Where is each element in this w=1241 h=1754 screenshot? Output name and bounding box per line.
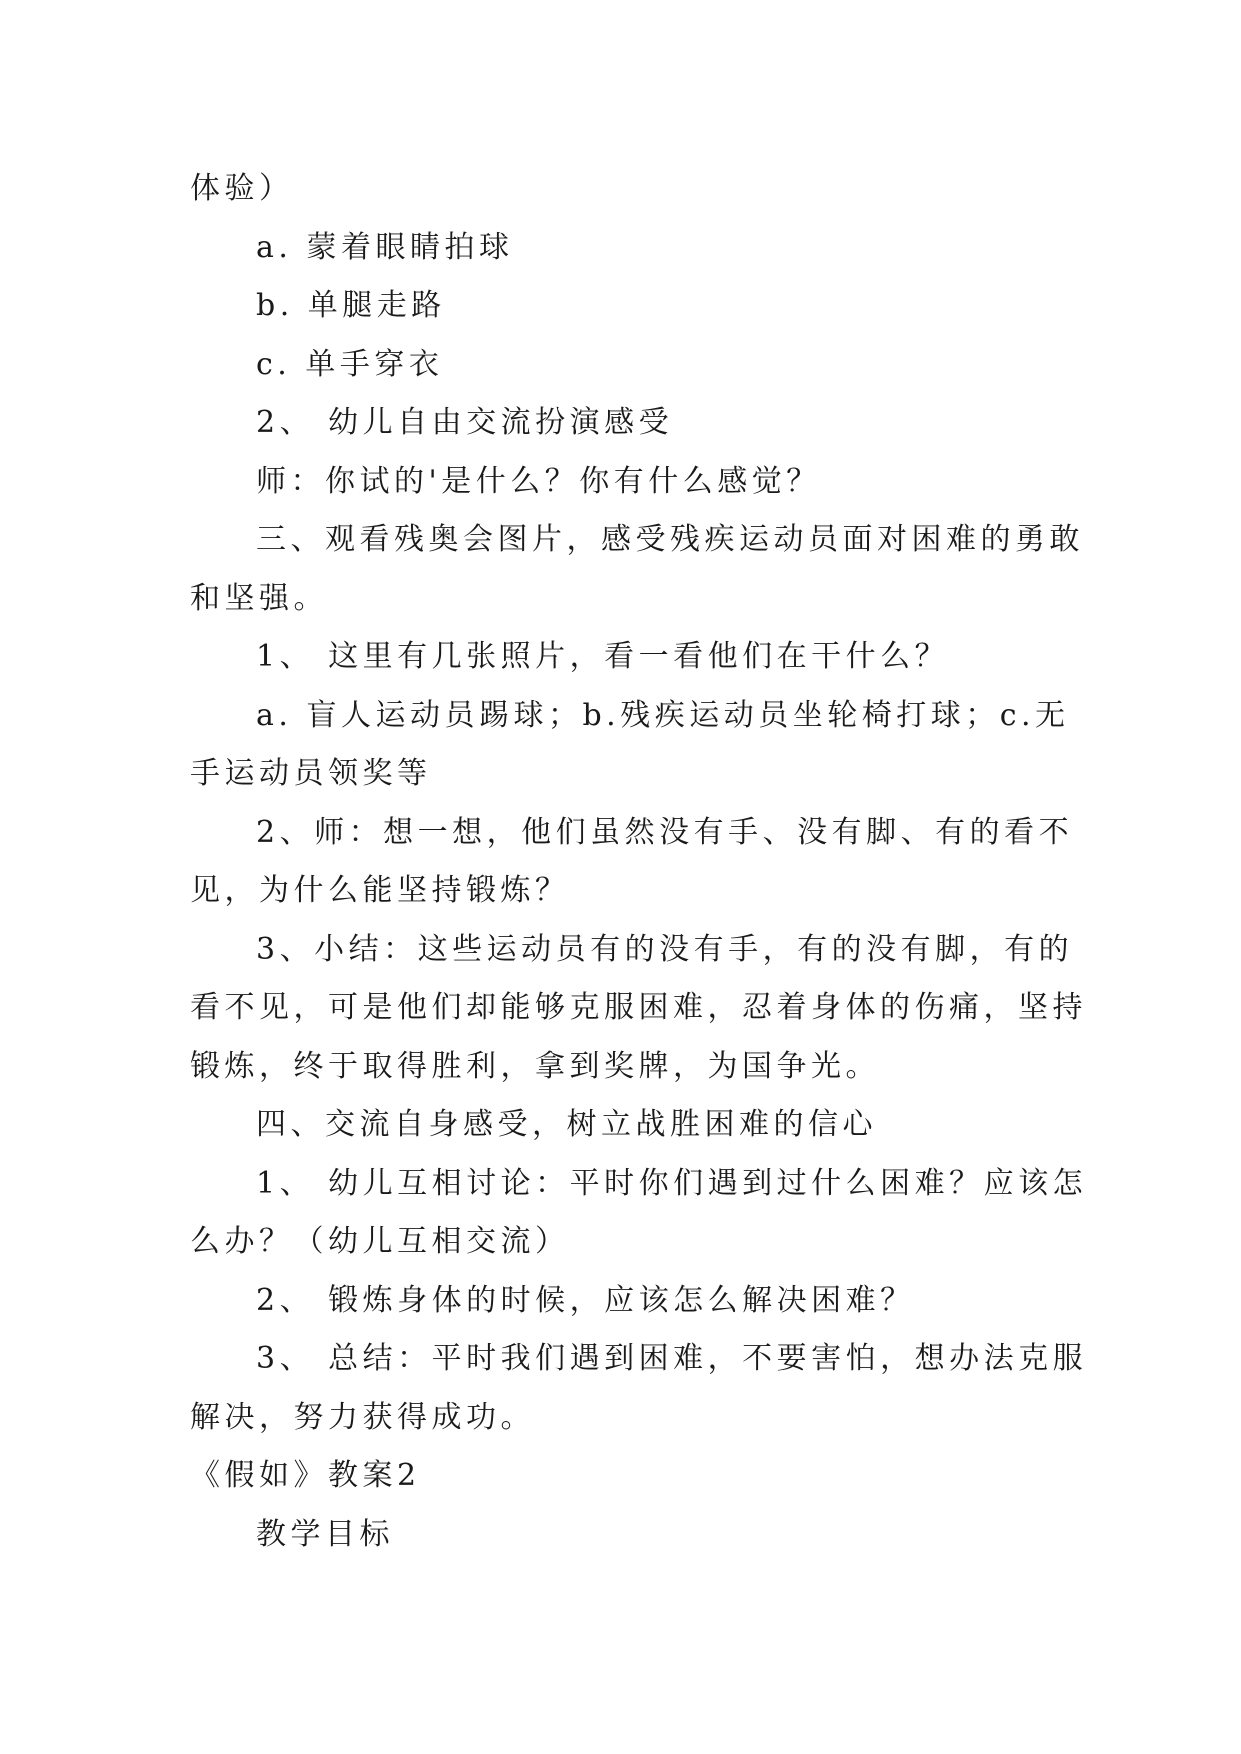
section-title: 《假如》教案2 [190, 1458, 421, 1493]
text-line: 三、观看残奥会图片，感受残疾运动员面对困难的勇敢 [256, 522, 1084, 557]
text-line: 3、 总结：平时我们遇到困难，不要害怕，想办法克服 [256, 1341, 1088, 1376]
text-line: 2、 幼儿自由交流扮演感受 [256, 405, 674, 440]
text-line: 1、 这里有几张照片，看一看他们在干什么？ [256, 639, 950, 674]
text-line: 手运动员领奖等 [190, 756, 432, 791]
subheading: 教学目标 [256, 1516, 394, 1552]
text-line: 么办？（幼儿互相交流） [190, 1224, 570, 1259]
text-line: b. 单腿走路 [256, 288, 446, 323]
text-line: 2、师：想一想，他们虽然没有手、没有脚、有的看不 [256, 814, 1074, 850]
text-line: 四、交流自身感受，树立战胜困难的信心 [256, 1107, 877, 1142]
text-line: 1、 幼儿互相讨论：平时你们遇到过什么困难？应该怎 [256, 1165, 1088, 1201]
text-line: 锻炼，终于取得胜利，拿到奖牌，为国争光。 [190, 1048, 880, 1084]
text-line: c. 单手穿衣 [256, 346, 444, 382]
text-line: 2、 锻炼身体的时候，应该怎么解决困难？ [256, 1282, 915, 1318]
text-line: 师：你试的'是什么？你有什么感觉？ [256, 463, 821, 499]
text-line: 和坚强。 [190, 580, 328, 616]
text-line: 体验） [190, 171, 294, 206]
text-line: 3、小结：这些运动员有的没有手，有的没有脚，有的 [256, 931, 1074, 967]
text-line: 看不见，可是他们却能够克服困难，忍着身体的伤痛，坚持 [190, 990, 1087, 1025]
document-body [190, 160, 1088, 1447]
text-line: a. 盲人运动员踢球；b.残疾运动员坐轮椅打球；c.无 [256, 697, 1070, 733]
text-line: 解决，努力获得成功。 [190, 1399, 535, 1435]
text-line: 见，为什么能坚持锻炼？ [190, 873, 570, 908]
text-line: a. 蒙着眼睛拍球 [256, 229, 514, 265]
document-page [190, 160, 1088, 1564]
